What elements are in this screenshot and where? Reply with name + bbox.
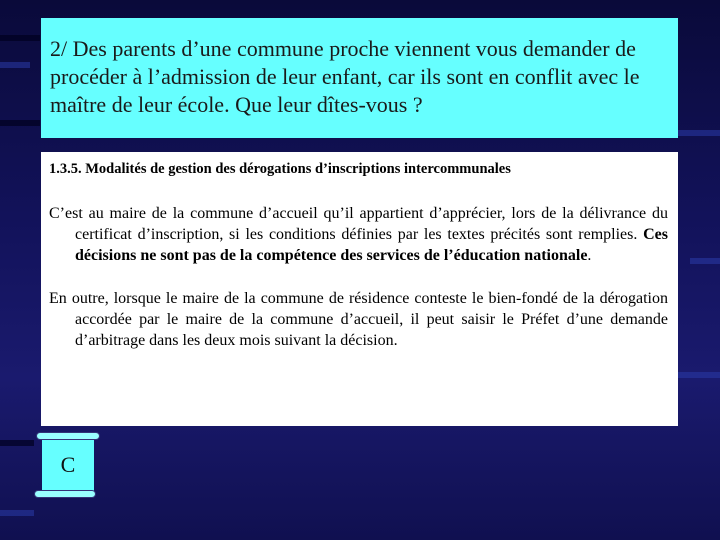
decorative-stripe [0,510,34,516]
scroll-button-label: C [60,452,76,477]
scroll-roll-top [36,432,100,440]
paragraph-1-emphasis: Ces décisions ne sont pas de la compétence des services de l’éducation nationale [75,226,668,264]
scroll-button[interactable] [34,432,100,498]
decorative-stripe [0,35,40,41]
question-box [41,18,678,138]
decorative-stripe [0,62,30,68]
decorative-stripe [678,372,720,378]
decorative-stripe [0,120,40,126]
question-text: 2/ Des parents d’une commune proche viennent vous demander de procéder à l’admission de leur enfant, car ils sont en conflit avec le maître de leur école. Que leur dîtes-vous ? [50,36,640,117]
decorative-stripe [678,130,720,136]
section-heading: 1.3.5. Modalités de gestion des dérogations d’inscriptions intercommunales [49,161,511,177]
answer-box [41,152,678,426]
paragraph-1-text: C’est au maire de la commune d’accueil qu’il appartient d’apprécier, lors de la délivrance du certificat d’inscription, si les conditions définies par les textes précités sont remplies. [49,205,668,243]
decorative-stripe [690,258,720,264]
scroll-roll-bottom [34,490,96,498]
paragraph-1-end: . [587,247,592,264]
paragraph-2: En outre, lorsque le maire de la commune de résidence conteste le bien-fondé de la dérogation accordée par le maire de la commune d’accueil, il peut saisir le Préfet d’une demande d’arbitrage dans les deux mois suivant la décision. [49,290,668,349]
decorative-stripe [0,440,34,446]
paragraph-1 [49,203,668,266]
